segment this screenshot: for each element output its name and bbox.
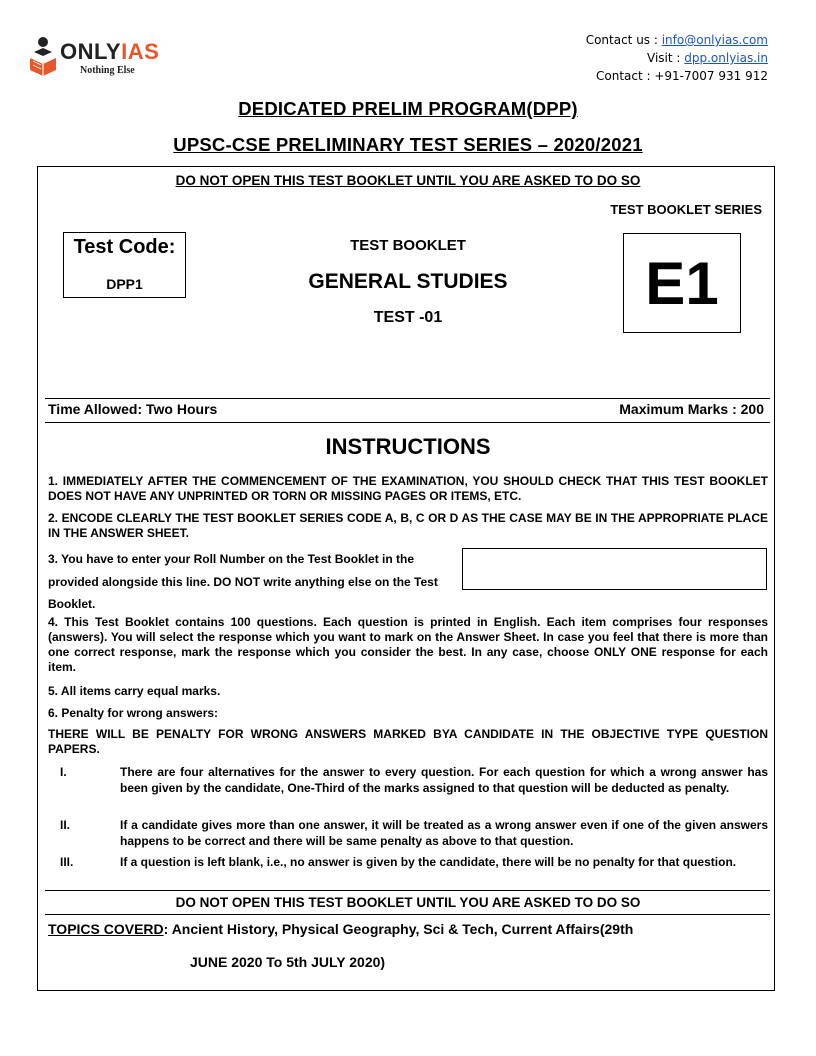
penalty-rule-number: III. <box>60 855 74 869</box>
instructions-title: INSTRUCTIONS <box>325 434 491 459</box>
instruction-item-5: 5. All items carry equal marks. <box>48 684 221 698</box>
brand-tagline: Nothing Else <box>80 65 135 76</box>
instruction-item-2: 2. ENCODE CLEARLY THE TEST BOOKLET SERIES CODE A, B, C OR D AS THE CASE MAY BE IN THE APPROPRIATE PLACE IN THE ANSWER SHEET. <box>48 511 768 540</box>
email-link[interactable]: info@onlyias.com <box>661 33 768 47</box>
instruction-item-3: 3. You have to enter your Roll Number on the Test Booklet in the provided alongside this line. DO NOT write anything else on the Test Booklet. <box>48 552 438 611</box>
contact-phone-line: Contact : +91-7007 931 912 <box>596 69 768 83</box>
booklet-label: TEST BOOKLET <box>350 237 466 254</box>
penalty-rule-number: I. <box>60 765 67 779</box>
brand-wordmark: ONLYIAS <box>60 39 160 64</box>
instruction-item-6: 6. Penalty for wrong answers: <box>48 706 219 720</box>
contact-block <box>586 31 768 85</box>
penalty-rule-text: There are four alternatives for the answer to every question. For each question for which a wrong answer has been given by the candidate, One-Third of the marks assigned to that question will be deducted as penalty. <box>120 765 768 795</box>
penalty-rule-text: If a question is left blank, i.e., no answer is given by the candidate, there will be no penalty for that question. <box>120 855 737 869</box>
series-label: TEST BOOKLET SERIES <box>610 202 762 217</box>
notice-top: DO NOT OPEN THIS TEST BOOKLET UNTIL YOU ARE ASKED TO DO SO <box>175 173 641 188</box>
phone-number: +91-7007 931 912 <box>654 69 768 83</box>
penalty-rule-number: II. <box>60 818 71 832</box>
topics-label: TOPICS COVERD <box>48 921 164 937</box>
instruction-item-4: 4. This Test Booklet contains 100 questions. Each question is printed in English. Each item comprises four responses (answers). You will select the response which you want to mark on the Answer Sheet. In case you feel that there is more than one correct response, mark the response which you consider the best. In any case, choose ONLY ONE response for each item. <box>48 615 768 674</box>
notice-bottom: DO NOT OPEN THIS TEST BOOKLET UNTIL YOU ARE ASKED TO DO SO <box>175 895 641 910</box>
penalty-rule-text: If a candidate gives more than one answer, it will be treated as a wrong answer even if one of the given answers happens to be correct and there will be same penalty as above to that question. <box>120 818 768 848</box>
divider <box>45 890 770 891</box>
graduate-book-icon <box>28 36 60 78</box>
contact-visit-line: Visit : dpp.onlyias.in <box>647 51 768 65</box>
maximum-marks: Maximum Marks : 200 <box>619 401 764 417</box>
time-allowed: Time Allowed: Two Hours <box>48 401 218 417</box>
test-code-value: DPP1 <box>106 276 143 292</box>
subject-title: GENERAL STUDIES <box>308 270 508 293</box>
divider <box>45 398 770 399</box>
topics-covered <box>48 921 633 937</box>
brand-logo <box>28 36 163 82</box>
penalty-intro: THERE WILL BE PENALTY FOR WRONG ANSWERS MARKED BYA CANDIDATE IN THE OBJECTIVE TYPE QUESTION PAPERS. <box>48 727 768 756</box>
topics-line-2: JUNE 2020 To 5th JULY 2020) <box>190 954 386 970</box>
instruction-item-1: 1. IMMEDIATELY AFTER THE COMMENCEMENT OF THE EXAMINATION, YOU SHOULD CHECK THAT THIS TEST BOOKLET DOES NOT HAVE ANY UNPRINTED OR TORN OR MISSING PAGES OR ITEMS, ETC. <box>48 474 768 503</box>
divider <box>45 422 770 423</box>
topics-line-1: : Ancient History, Physical Geography, Sci & Tech, Current Affairs(29th <box>163 921 634 937</box>
test-code-title: Test Code: <box>73 236 176 258</box>
roll-number-box[interactable] <box>462 548 767 590</box>
website-link[interactable]: dpp.onlyias.in <box>684 51 768 65</box>
test-number: TEST -01 <box>373 309 443 326</box>
series-code-box: E1 <box>623 233 741 333</box>
contact-email-line: Contact us : info@onlyias.com <box>585 33 768 47</box>
program-title: DEDICATED PRELIM PROGRAM(DPP) <box>238 98 578 119</box>
divider <box>45 914 770 915</box>
series-title: UPSC-CSE PRELIMINARY TEST SERIES – 2020/2021 <box>173 134 643 155</box>
